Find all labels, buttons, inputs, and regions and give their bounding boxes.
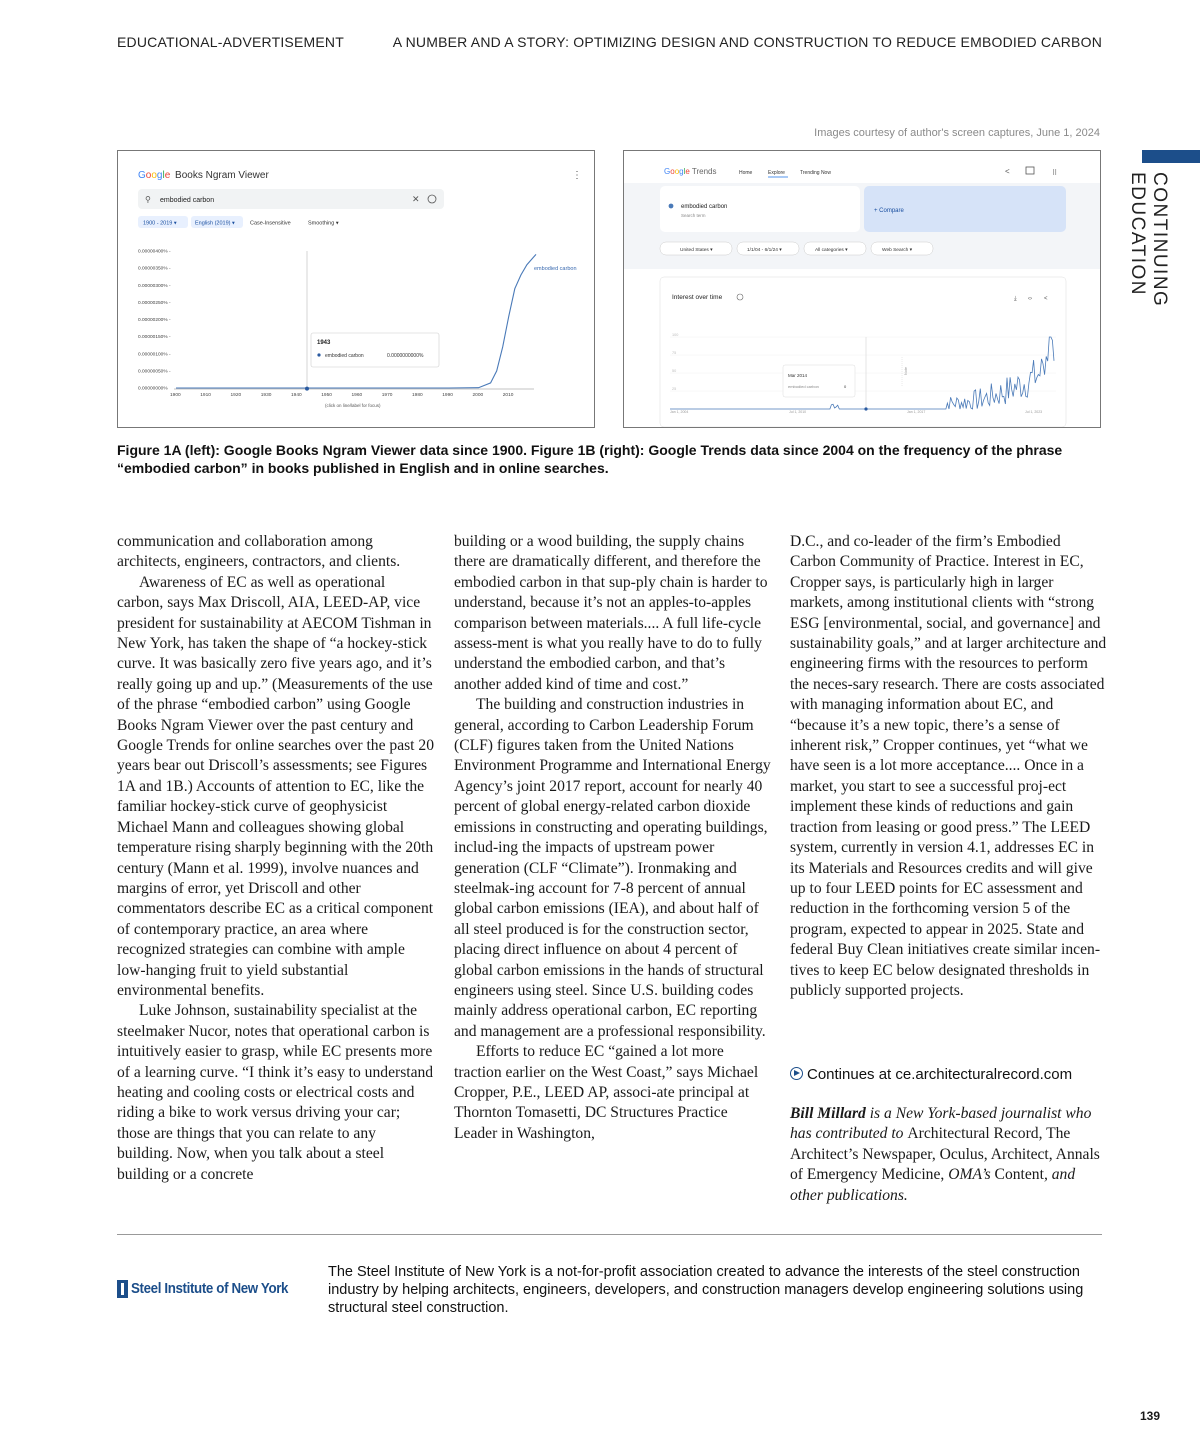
filter-category[interactable]: All categories ▾: [815, 248, 848, 253]
tooltip-value: 0: [844, 384, 847, 389]
logo-text: Steel Institute of New York: [131, 1281, 289, 1297]
y-tick-label: 0.00000200% -: [138, 318, 171, 323]
ngram-viewer-svg: [118, 151, 594, 427]
hover-point: [864, 407, 867, 410]
filter-date-range[interactable]: 1/1/04 - 6/1/24 ▾: [747, 248, 782, 253]
figure-1a-ngram-screenshot: [117, 150, 595, 428]
filter-search-type[interactable]: Web Search ▾: [882, 248, 913, 253]
clear-icon[interactable]: ✕: [412, 194, 420, 204]
x-tick-label: 1950: [321, 393, 332, 398]
term-label: embodied carbon: [681, 204, 728, 210]
bio-publication-content: Content: [990, 1166, 1044, 1184]
ngram-filters: [138, 216, 339, 228]
y-tick-label: 25: [672, 387, 677, 391]
x-tick-label: 2010: [502, 393, 514, 398]
continues-text[interactable]: Continues at ce.architecturalrecord.com: [807, 1066, 1073, 1083]
nav-trending-now[interactable]: Trending Now: [800, 170, 831, 176]
x-tick-label: 1920: [230, 393, 242, 398]
y-tick-label: 75: [672, 351, 677, 355]
x-tick-label: 1900: [170, 393, 181, 398]
continuing-education-label: CONTINUING EDUCATION: [1127, 172, 1170, 308]
ngram-hint: (click on line/label for focus): [325, 403, 381, 408]
ngram-series-line[interactable]: [176, 254, 536, 388]
y-tick-label: 0.00000000%: [138, 386, 168, 392]
filter-year-range[interactable]: 1900 - 2019 ▾: [143, 220, 177, 227]
more-menu-icon[interactable]: ⋮: [572, 170, 582, 181]
tooltip-series-dot: [317, 353, 320, 356]
term-color-dot: [669, 204, 674, 209]
figure-1b-trends-screenshot: [623, 150, 1101, 428]
ngram-series-label[interactable]: embodied carbon: [534, 266, 577, 272]
bio-publication-oma: OMA’s: [948, 1166, 991, 1184]
steel-beam-icon: [117, 1280, 128, 1298]
body-column-3: [790, 532, 1108, 1001]
x-tick-label: Jan 1, 2004: [670, 410, 689, 414]
compare-button[interactable]: + Compare: [874, 208, 904, 214]
x-tick-label: 1960: [351, 393, 363, 398]
paragraph: D.C., and co-leader of the firm’s Embodied Carbon Community of Practice. Interest in EC, Cropper says, is particularly high in larger markets, among institutional clients with “strong ESG [environmental, social, and governance] and sustainability goals,” and at larger architecture and engineering firms with the resources to perform the neces-sary research. There are costs associated with managing information about EC, and “because it’s a new topic, there’s a sense of inherent risk,” Cropper continues, yet “what we have seen is a lot more acceptance.... Once in a market, you start to see a successful proj-ect implement these kinds of reductions and gain traction from leasing or good press.” The LEED system, currently in version 4.1, addresses EC in its Materials and Resources credits and will give up to four LEED points for EC assessment and reduction in the forthcoming version 5 of the program, expected to appear in 2025. State and federal Buy Clean initiatives create similar incen-tives to keep EC below designated thresholds in publicly supported projects.: [790, 533, 1107, 999]
sponsor-description: The Steel Institute of New York is a not-for-profit association created to advance the interests of the steel construction industry by helping architects, engineers, developers, and construction managers develop engineering solutions using structural steel construction.: [328, 1264, 1084, 1316]
header-article-title: A NUMBER AND A STORY: OPTIMIZING DESIGN AND CONSTRUCTION TO REDUCE EMBODIED CARBON: [392, 34, 1102, 50]
tooltip-date: Mar 2014: [788, 373, 808, 378]
trends-logo: Google Trends: [664, 167, 717, 176]
share-icon[interactable]: <: [1005, 167, 1010, 176]
page-number: 139: [1140, 1409, 1161, 1423]
filter-smoothing[interactable]: Smoothing ▾: [308, 220, 339, 227]
y-tick-label: 0.00000050% -: [138, 369, 171, 375]
steel-institute-logo: [117, 1279, 302, 1299]
y-tick-label: 100: [672, 333, 679, 337]
filter-corpus[interactable]: English (2019) ▾: [195, 220, 235, 227]
body-column-2: [454, 532, 772, 1144]
author-bio: [790, 1104, 1110, 1206]
paragraph: Awareness of EC as well as operational carbon, says Max Driscoll, AIA, LEED-AP, vice president for sustainability at AECOM Tishman in New York, has taken the shape of “a hockey-stick curve. It was basically zero five years ago, and it’s really going up and up.” (Measurements of the use of the phrase “embodied carbon” using Google Books Ngram Viewer over the past century and Google Trends for online searches over the past 20 years bear out Driscoll’s assessments; see Figures 1A and 1B.) Accounts of attention to EC, like the familiar hockey-stick curve of geophysicist Michael Mann and colleagues showing global temperature rising sharply beginning with the 20th century (Mann et al. 1999), involve nuances and margins of error, yet Driscoll and other commentators describe EC as a critical component of contemporary practice, an area where recognized strategies can combine with ample low-hanging fruit to yield substantial environmental benefits.: [117, 573, 435, 999]
x-tick-label: Jul 1, 2010: [789, 410, 807, 414]
figure-caption: Figure 1A (left): Google Books Ngram Viewer data since 1900. Figure 1B (right): Google Trends data since 2004 on the frequency of the phrase “embodied carbon” in books published in English and in online searches.: [117, 442, 1063, 476]
x-tick-label: 1970: [381, 393, 393, 398]
ngram-y-axis: [138, 249, 171, 392]
term-sublabel: Search term: [681, 213, 706, 218]
image-credit: Images courtesy of author's screen captures, June 1, 2024: [814, 127, 1100, 139]
author-name: Bill Millard: [790, 1105, 866, 1122]
apps-grid-icon[interactable]: ⠿: [1052, 170, 1058, 177]
y-tick-label: 0.00000400% -: [138, 249, 171, 255]
x-tick-label: 1910: [200, 393, 211, 398]
hover-point: [305, 387, 309, 391]
trends-nav: [739, 170, 831, 177]
x-tick-label: 2000: [472, 393, 484, 398]
y-tick-label: 0.00000250% -: [138, 300, 171, 306]
bio-text-end: , and other publications.: [790, 1166, 1076, 1204]
paragraph: building or a wood building, the supply chains there are dramatically different, and therefore the embodied carbon in that sup-ply chain is harder to understand, because it’s not an apples-to-apples comparison between materials.... A full life-cycle assess-ment is what you really have to do to fully understand the embodied carbon, and that’s another added kind of time and cost.”: [454, 533, 768, 693]
body-column-1: [117, 532, 435, 1185]
y-tick-label: 0.00000100% -: [138, 352, 171, 358]
x-tick-label: 1990: [442, 393, 453, 398]
feedback-icon[interactable]: [1026, 167, 1034, 174]
y-tick-label: 0.00000350% -: [138, 266, 171, 272]
bio-publications: Architectural Record, The Architect’s Newspaper, Oculus, Architect, Annals of Emergency Medicine,: [790, 1125, 1100, 1184]
bio-text: is a New York-based journalist who has contributed to: [790, 1105, 1092, 1143]
download-icon[interactable]: ⤓: [1014, 296, 1017, 302]
share-chart-icon[interactable]: <: [1044, 296, 1048, 302]
paragraph: Luke Johnson, sustainability specialist at the steelmaker Nucor, notes that operational carbon is intuitively easier to grasp, while EC presents more of a learning curve. “I think it’s easy to understand heating and cooling costs or electrical costs and riding a bike to work versus driving your car; those are things that you can relate to any building. Now, when you talk about a steel building or a concrete: [117, 1002, 434, 1183]
embed-icon[interactable]: ‹›: [1028, 296, 1032, 302]
trends-tooltip: [783, 365, 855, 397]
tooltip-year: 1943: [317, 340, 331, 346]
trends-filters: [660, 242, 933, 255]
continues-link[interactable]: [790, 1066, 1072, 1083]
paragraph: The building and construction industries in general, according to Carbon Leadership Forum (CLF) figures taken from the United Nations Environment Programme and International Energy Agency’s joint 2017 report, account for nearly 40 percent of global energy-related carbon dioxide emissions in constructing and operating buildings, includ-ing the impacts of upstream power generation (CLF “Climate”). Ironmaking and steelmak-ing account for 7-8 percent of annual global carbon emissions (IEA), and about half of all steel produced is for the construction sector, placing direct influence on about 4 percent of global carbon emissions in the hands of structural engineers using steel. Since U.S. building codes mainly address operational carbon, EC reporting and management are a professional responsibility.: [454, 696, 771, 1040]
ngram-logo: Google Books Ngram Viewer: [138, 170, 269, 181]
paragraph: Efforts to reduce EC “gained a lot more traction earlier on the West Coast,” says Michael Cropper, P.E., LEED AP, associ-ate principal at Thornton Tomasetti, DC Structures Practice Leader in Washington,: [454, 1043, 759, 1142]
x-tick-label: 1980: [412, 393, 423, 398]
trends-note-label: Note: [904, 366, 908, 375]
filter-region[interactable]: United States ▾: [680, 248, 713, 253]
tooltip-series: embodied carbon: [325, 353, 364, 359]
y-tick-label: 50: [672, 369, 677, 373]
filter-case[interactable]: Case-Insensitive: [250, 220, 291, 227]
paragraph: communication and collaboration among architects, engineers, contractors, and clients.: [117, 533, 401, 571]
nav-explore[interactable]: Explore: [768, 170, 785, 176]
section-tab-bar: [1142, 150, 1200, 163]
ngram-tooltip: [311, 333, 439, 367]
tooltip-value: 0.0000000000%: [387, 353, 424, 359]
trends-svg: [624, 151, 1100, 427]
y-tick-label: 0.00000300% -: [138, 283, 171, 289]
nav-home[interactable]: Home: [739, 170, 753, 176]
ngram-x-axis: [170, 392, 514, 398]
header-section-label: EDUCATIONAL-ADVERTISEMENT: [117, 34, 344, 50]
play-arrow-icon: [790, 1067, 803, 1080]
x-tick-label: 1940: [291, 393, 302, 398]
search-icon: ⚲: [145, 195, 151, 204]
x-tick-label: 1930: [260, 393, 272, 398]
interest-over-time-title: Interest over time: [672, 294, 723, 301]
y-tick-label: 0.00000150% -: [138, 335, 171, 341]
x-tick-label: Jan 1, 2017: [907, 410, 926, 414]
tooltip-series: embodied carbon: [788, 384, 819, 389]
ngram-search-input[interactable]: embodied carbon: [160, 197, 215, 204]
x-tick-label: Jul 1, 2023: [1025, 410, 1043, 414]
footer-divider: [117, 1234, 1102, 1235]
